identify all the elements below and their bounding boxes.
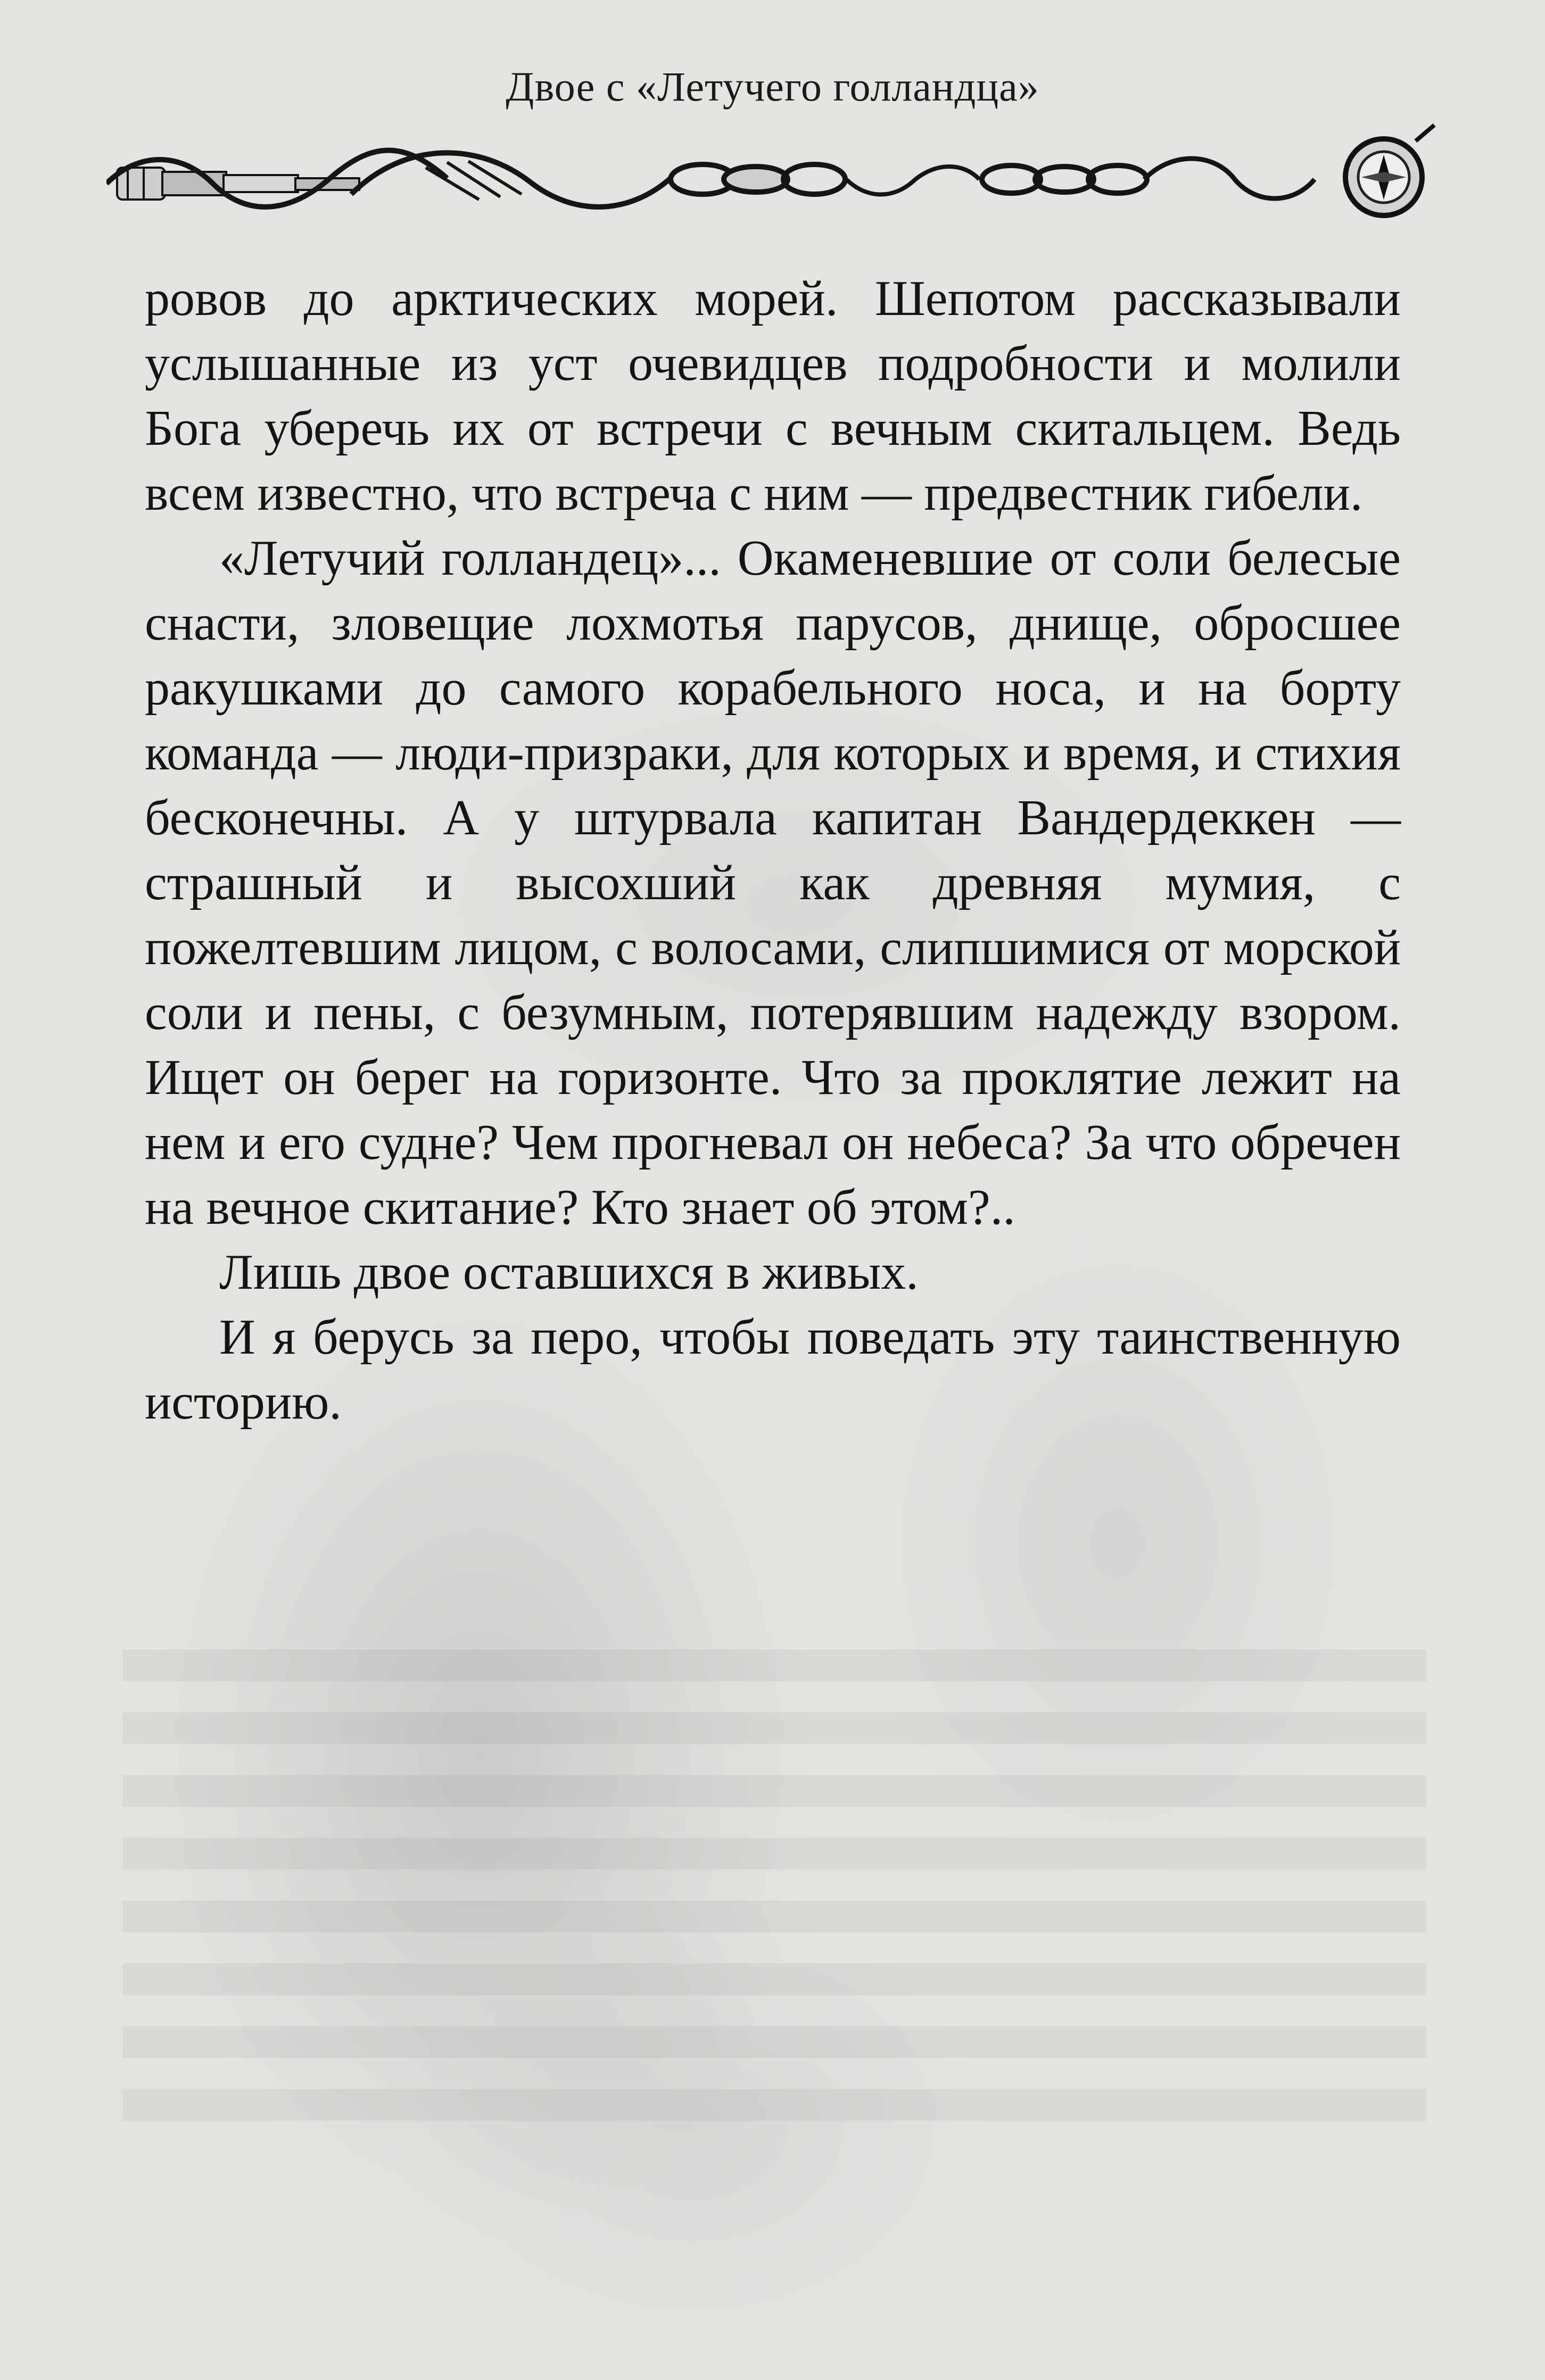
nautical-ornament <box>106 120 1437 226</box>
paragraph: И я берусь за перо, чтобы поведать эту таинственную историю. <box>145 1309 1401 1430</box>
paragraph: «Летучий голландец»... Окаменевшие от соли белесые снасти, зловещие лохмотья парусов, днище, обросшее ракушками до самого корабельного носа, и на борту команда — люди-призраки, для которых и время, и стихия бесконечны. А у штурвала капитан Вандердеккен — страшный и высохший как древняя мумия, с пожелтевшим лицом, с волосами, слипшимися от морской соли и пены, с безумным, потерявшим надежду взором. Ищет он берег на горизонте. Что за проклятие лежит на нем и его судне? Чем прогневал он небеса? За что обречен на вечное скитание? Кто знает об этом?.. <box>145 530 1401 1235</box>
show-through-texture <box>122 1649 1426 2128</box>
paragraph: Лишь двое оставшихся в живых. <box>219 1245 919 1300</box>
running-header: Двое с «Летучего голландца» <box>506 63 1039 110</box>
anchor-chain-icon <box>671 159 1315 198</box>
body-text <box>145 266 1401 1434</box>
paragraph: ровов до арктических морей. Шепотом рассказывали услышанные из уст очевидцев подробности и молили Бога уберечь их от встречи с вечным скитальцем. Ведь всем известно, что встреча с ним — предвестник гибели. <box>145 271 1401 521</box>
compass-icon <box>1345 125 1434 215</box>
